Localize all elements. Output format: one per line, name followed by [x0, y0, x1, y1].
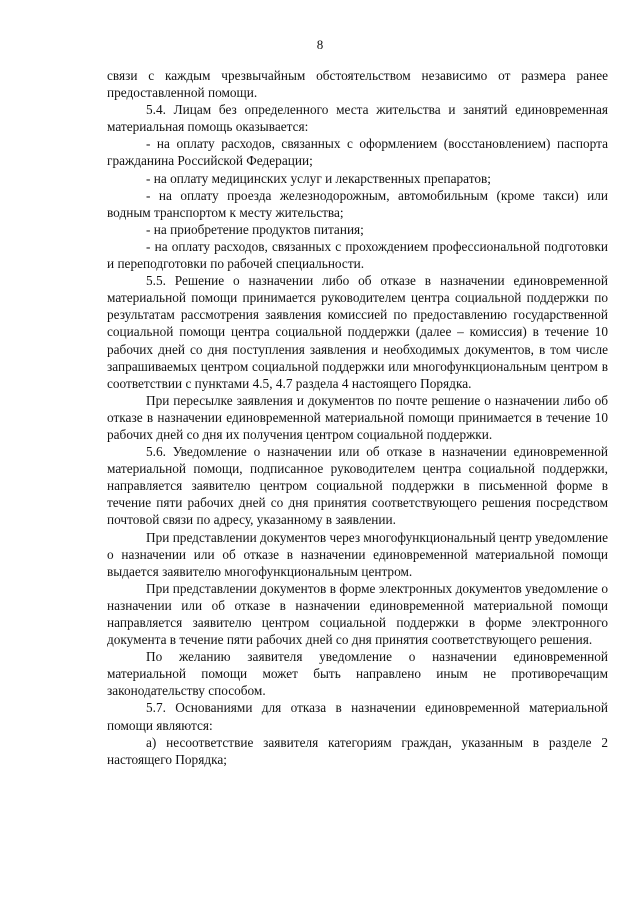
paragraph: связи с каждым чрезвычайным обстоятельством независимо от размера ранее предоставленной помощи. [107, 68, 608, 101]
paragraph: 5.4. Лицам без определенного места жительства и занятий единовременная материальная помощь оказывается: [107, 102, 608, 135]
paragraph: 5.5. Решение о назначении либо об отказе в назначении единовременной материальной помощи принимается руководителем центра социальной поддержки по результатам рассмотрения заявления комиссией по предоставлению государственной социальной помощи центра социальной поддержки (далее – комиссия) в течение 10 рабочих дней со дня поступления заявления и необходимых документов, в том числе запрашиваемых центром социальной поддержки или многофункциональным центром в соответствии с пунктами 4.5, 4.7 раздела 4 настоящего Порядка. [107, 273, 608, 391]
paragraph: 5.6. Уведомление о назначении или об отказе в назначении единовременной материальной помощи, подписанное руководителем центра социальной поддержки, направляется заявителю центром социальной поддержки в письменной форме в течение пяти рабочих дней со дня принятия соответствующего решения посредством почтовой связи по адресу, указанному в заявлении. [107, 444, 608, 528]
list-item: - на оплату расходов, связанных с оформлением (восстановлением) паспорта гражданина Российской Федерации; [107, 136, 608, 169]
document-body [107, 67, 608, 768]
paragraph: 5.7. Основаниями для отказа в назначении единовременной материальной помощи являются: [107, 700, 608, 733]
list-item: а) несоответствие заявителя категориям граждан, указанным в разделе 2 настоящего Порядка; [107, 734, 608, 767]
list-item: - на оплату проезда железнодорожным, автомобильным (кроме такси) или водным транспортом к месту жительства; [107, 187, 608, 220]
paragraph: При представлении документов через многофункциональный центр уведомление о назначении или об отказе в назначении единовременной материальной помощи выдается заявителю многофункциональным центром. [107, 529, 608, 579]
list-item: - на оплату медицинских услуг и лекарственных препаратов; [146, 170, 491, 186]
paragraph: По желанию заявителя уведомление о назначении единовременной материальной помощи может быть направлено иным не противоречащим законодательству способом. [107, 649, 608, 699]
page-number: 8 [316, 37, 324, 52]
list-item: - на приобретение продуктов питания; [146, 221, 364, 237]
paragraph: При пересылке заявления и документов по почте решение о назначении либо об отказе в назначении единовременной материальной помощи принимается в течение 10 рабочих дней со дня их получения центром социальной поддержки. [107, 392, 608, 442]
list-item: - на оплату расходов, связанных с прохождением профессиональной подготовки и переподготовки по рабочей специальности. [107, 238, 608, 272]
paragraph: При представлении документов в форме электронных документов уведомление о назначении или об отказе в назначении единовременной материальной помощи направляется заявителю центром социальной поддержки в форме электронного документа в течение пяти рабочих дней со дня принятия соответствующего решения. [107, 580, 608, 648]
